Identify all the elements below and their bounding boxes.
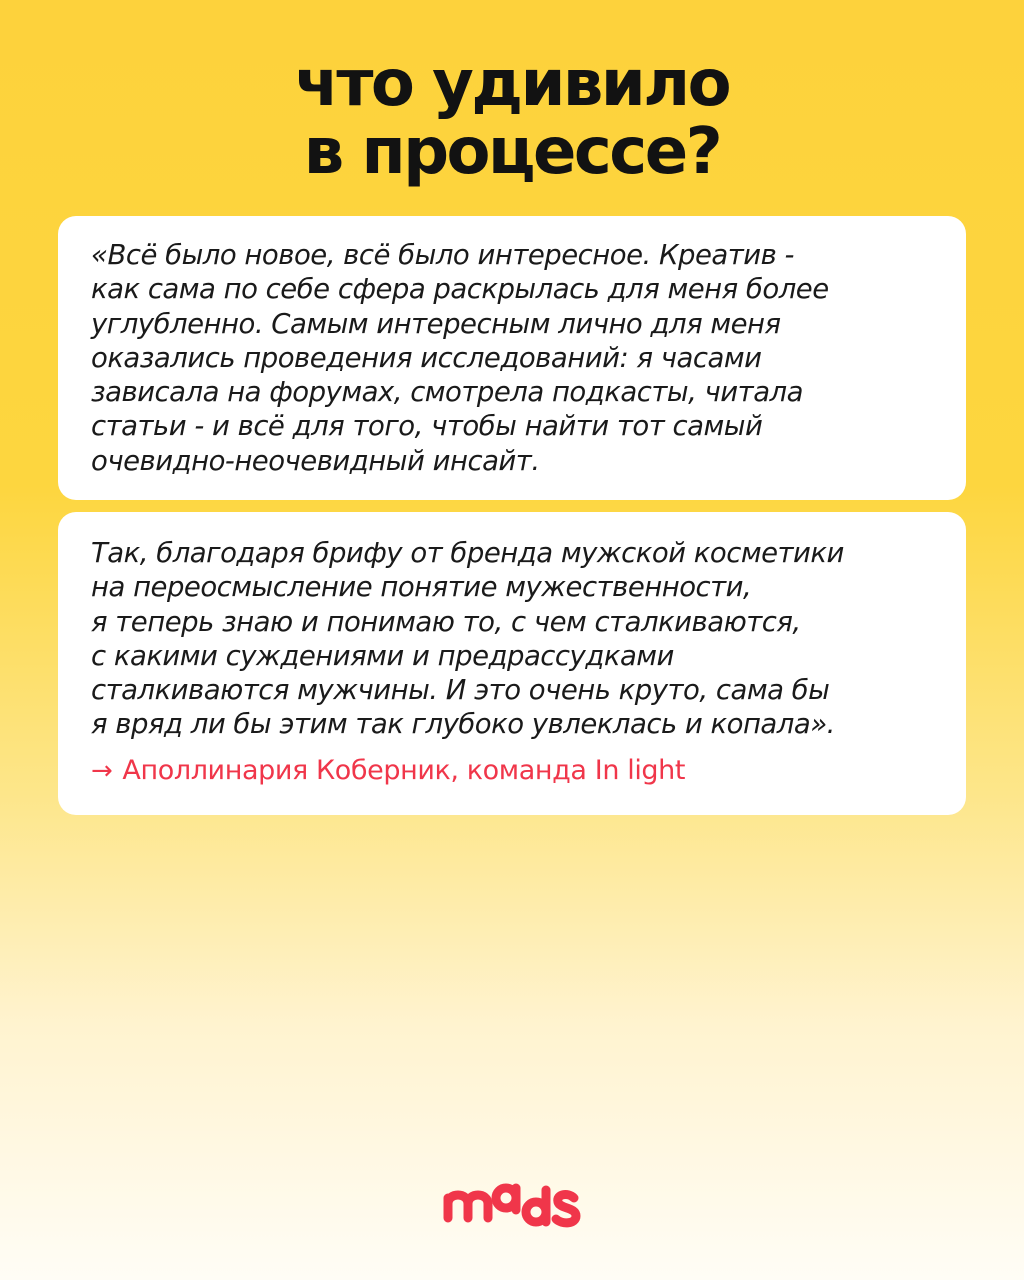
quote-line: Так, благодаря брифу от бренда мужской косметики <box>91 537 844 569</box>
author-name: Аполлинария Коберник, команда In light <box>122 754 686 786</box>
quote-card-1 <box>58 216 966 500</box>
quote-line: я теперь знаю и понимаю то, с чем сталкиваются, <box>91 605 801 638</box>
quote-line: как сама по себе сфера раскрылась для меня более <box>91 273 829 306</box>
quote-line: на переосмысление понятие мужественности, <box>91 571 752 604</box>
title-line-1: что удивило <box>294 47 730 121</box>
quote-text-1 <box>91 238 936 478</box>
quote-text-2 <box>91 536 936 742</box>
quote-line: углубленно. Самым интересным лично для меня <box>91 307 781 340</box>
quote-line: очевидно-неочевидный инсайт. <box>91 444 540 477</box>
logo-letter-m <box>448 1195 488 1218</box>
arrow-right-icon: → <box>91 755 113 786</box>
logo-letter-s <box>556 1195 576 1223</box>
quote-card-2 <box>58 512 966 815</box>
quote-author <box>91 754 936 788</box>
title-line-2: в процессе? <box>303 115 721 189</box>
quote-line: с какими суждениями и предрассудками <box>91 639 674 672</box>
quote-line: сталкиваются мужчины. И это очень круто, сама бы <box>91 674 830 707</box>
page-title <box>0 47 1024 189</box>
quote-line: статьи - и всё для того, чтобы найти тот самый <box>91 410 763 443</box>
quote-line: оказались проведения исследований: я часами <box>91 341 762 374</box>
mads-logo <box>442 1176 582 1236</box>
quote-line: я вряд ли бы этим так глубоко увлеклась и копала». <box>91 708 835 741</box>
quote-line: зависала на форумах, смотрела подкасты, читала <box>91 376 803 409</box>
quote-line: «Всё было новое, всё было интересное. Креатив - <box>91 239 794 271</box>
